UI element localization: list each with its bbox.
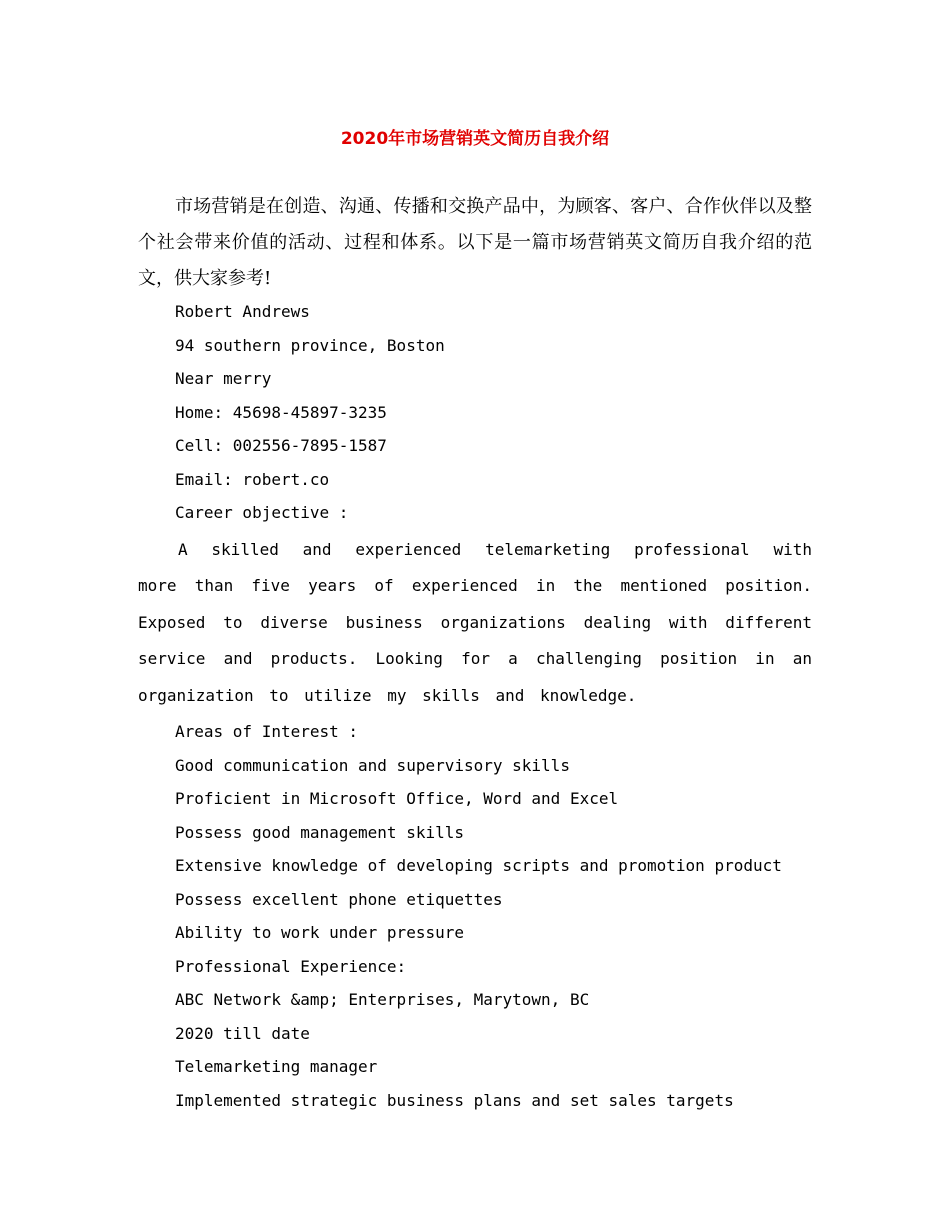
resume-home-phone: Home: 45698-45897-3235 <box>175 402 387 422</box>
area-item: Ability to work under pressure <box>175 923 464 942</box>
area-item: Good communication and supervisory skills <box>175 755 570 775</box>
experience-heading: Professional Experience: <box>175 956 407 976</box>
area-item: Possess excellent phone etiquettes <box>175 889 503 909</box>
role-line: Telemarketing manager <box>175 1057 378 1076</box>
document-title: 2020年市场营销英文简历自我介绍 <box>340 129 610 149</box>
resume-body <box>138 295 812 1117</box>
resume-email: Email: robert.co <box>175 469 330 489</box>
career-objective-text: A skilled and experienced telemarketing professional with more than five years of experienced in the mentioned position. Exposed to diverse business organizations dealing with different service and products. Looking for a challenging position in an organization to utilize my skills and knowledge. <box>138 539 812 705</box>
resume-name: Robert Andrews <box>175 302 310 321</box>
area-item: Proficient in Microsoft Office, Word and Excel <box>175 789 619 808</box>
intro-paragraph: 市场营销是在创造、沟通、传播和交换产品中，为顾客、客户、合作伙伴以及整个社会带来价值的活动、过程和体系。以下是一篇市场营销英文简历自我介绍的范文，供大家参考! <box>138 196 812 289</box>
resume-cell-phone: Cell: 002556-7895-1587 <box>175 436 387 455</box>
career-objective-heading: Career objective : <box>175 503 349 522</box>
duty-line: Implemented strategic business plans and set sales targets <box>175 1090 734 1110</box>
resume-near: Near merry <box>175 369 272 388</box>
area-item: Extensive knowledge of developing scripts and promotion product <box>175 856 782 875</box>
period-line: 2020 till date <box>175 1023 310 1043</box>
resume-address: 94 southern province, Boston <box>175 335 445 355</box>
areas-heading: Areas of Interest : <box>175 722 359 741</box>
area-item: Possess good management skills <box>175 822 464 842</box>
employer-line: ABC Network &amp; Enterprises, Marytown, BC <box>175 990 590 1009</box>
